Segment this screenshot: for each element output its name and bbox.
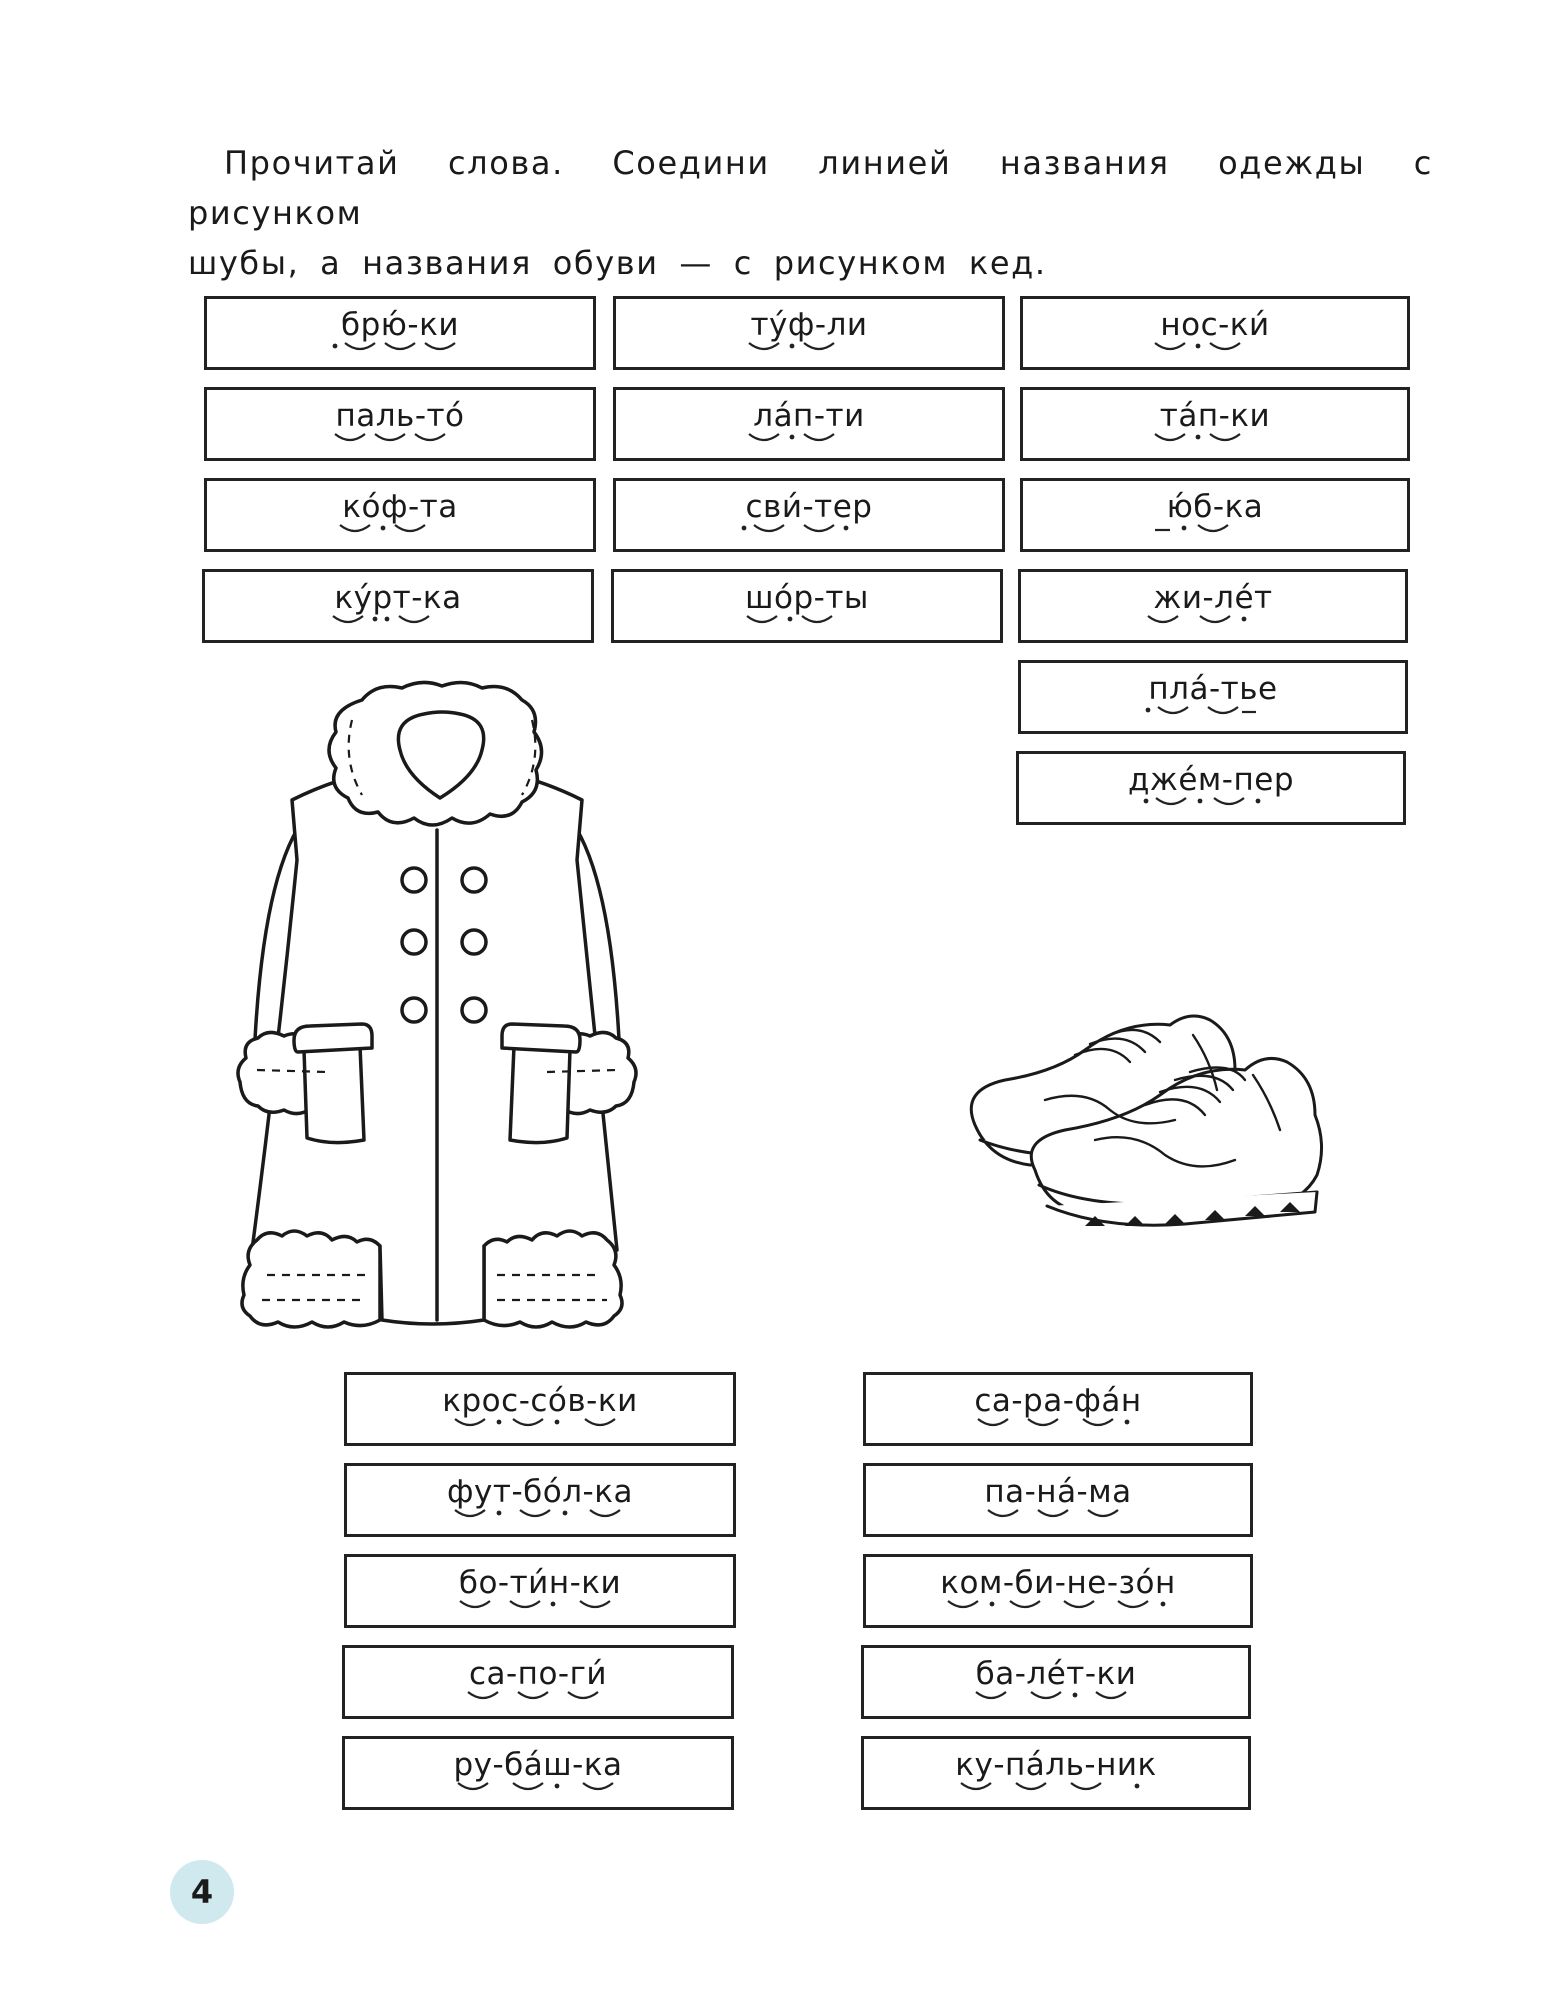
word-text: пла́-тье <box>1148 671 1278 707</box>
syllable-marks <box>445 1598 635 1616</box>
word-card-panama[interactable] <box>863 1463 1253 1537</box>
word-text: ба-ле́т-ки <box>975 1656 1137 1692</box>
word-card-kurtka[interactable] <box>202 569 594 643</box>
word-text: бо-ти́н-ки <box>458 1565 622 1601</box>
word-card-dzhemper[interactable] <box>1016 751 1406 825</box>
word-text: сви́-тер <box>745 489 873 525</box>
word-text: нос-ки́ <box>1160 307 1270 343</box>
word-text: са-по-ги́ <box>468 1656 608 1692</box>
word-text: жи-ле́т <box>1153 580 1273 616</box>
word-text: фут-бо́л-ка <box>447 1474 633 1510</box>
fur-coat-icon <box>232 680 642 1340</box>
syllable-marks <box>734 522 884 540</box>
word-text: па-на́-ма <box>984 1474 1132 1510</box>
word-card-noski[interactable] <box>1020 296 1410 370</box>
syllable-marks <box>973 1507 1143 1525</box>
syllable-marks <box>963 1416 1153 1434</box>
word-text: ко́ф-та <box>342 489 458 525</box>
syllable-marks <box>325 340 475 358</box>
syllable-marks <box>445 1507 635 1525</box>
word-card-bryuki[interactable] <box>204 296 596 370</box>
syllable-marks <box>1140 522 1290 540</box>
syllable-marks <box>453 1689 623 1707</box>
syllable-marks <box>938 1598 1178 1616</box>
syllable-marks <box>1138 613 1288 631</box>
syllable-marks <box>1140 431 1290 449</box>
page-number-text: 4 <box>190 1873 214 1911</box>
instruction-line-1-text: Прочитай слова. Соедини линией названия одежды с рисунком <box>188 144 1433 232</box>
word-card-rubashka[interactable] <box>342 1736 734 1810</box>
word-text: ту́ф-ли <box>750 307 868 343</box>
word-card-kupalnik[interactable] <box>861 1736 1251 1810</box>
word-card-shorty[interactable] <box>611 569 1003 643</box>
word-card-sarafan[interactable] <box>863 1372 1253 1446</box>
word-text: паль-то́ <box>335 398 465 434</box>
syllable-marks <box>323 613 473 631</box>
word-text: та́п-ки <box>1159 398 1271 434</box>
word-text: дже́м-пер <box>1127 762 1295 798</box>
word-text: крос-со́в-ки <box>442 1383 638 1419</box>
word-card-yubka[interactable] <box>1020 478 1410 552</box>
syllable-marks <box>734 431 884 449</box>
instruction-line-2: шубы, а названия обуви — с рисунком кед. <box>188 244 1047 282</box>
syllable-marks <box>1140 340 1290 358</box>
syllable-marks <box>951 1780 1161 1798</box>
syllable-marks <box>445 1416 635 1434</box>
word-card-tufli[interactable] <box>613 296 1005 370</box>
word-text: ком-би-не-зо́н <box>940 1565 1176 1601</box>
syllable-marks <box>1138 704 1288 722</box>
sneakers-icon <box>935 980 1335 1240</box>
word-card-krossovki[interactable] <box>344 1372 736 1446</box>
syllable-marks <box>1136 795 1286 813</box>
word-text: ку-па́ль-ник <box>955 1747 1157 1783</box>
word-text: брю́-ки <box>341 307 459 343</box>
syllable-marks <box>325 431 475 449</box>
word-text: ру-ба́ш-ка <box>453 1747 623 1783</box>
word-card-platye[interactable] <box>1018 660 1408 734</box>
word-card-kofta[interactable] <box>204 478 596 552</box>
word-text: ю́б-ка <box>1166 489 1264 525</box>
syllable-marks <box>734 340 884 358</box>
word-card-kombinezon[interactable] <box>863 1554 1253 1628</box>
syllable-marks <box>443 1780 633 1798</box>
word-text: ку́рт-ка <box>334 580 462 616</box>
syllable-marks <box>961 1689 1151 1707</box>
word-text: са-ра-фа́н <box>974 1383 1142 1419</box>
syllable-marks <box>732 613 882 631</box>
word-card-sviter[interactable] <box>613 478 1005 552</box>
word-card-futbolka[interactable] <box>344 1463 736 1537</box>
task-instruction <box>188 138 1433 288</box>
page-number <box>170 1860 234 1924</box>
instruction-line-1 <box>188 138 1433 238</box>
syllable-marks <box>325 522 475 540</box>
word-text: ла́п-ти <box>753 398 865 434</box>
word-card-sapogi[interactable] <box>342 1645 734 1719</box>
word-card-botinki[interactable] <box>344 1554 736 1628</box>
word-card-lapti[interactable] <box>613 387 1005 461</box>
word-card-palto[interactable] <box>204 387 596 461</box>
word-text: шо́р-ты <box>745 580 869 616</box>
word-card-baletki[interactable] <box>861 1645 1251 1719</box>
word-card-tapki[interactable] <box>1020 387 1410 461</box>
word-card-zhilet[interactable] <box>1018 569 1408 643</box>
